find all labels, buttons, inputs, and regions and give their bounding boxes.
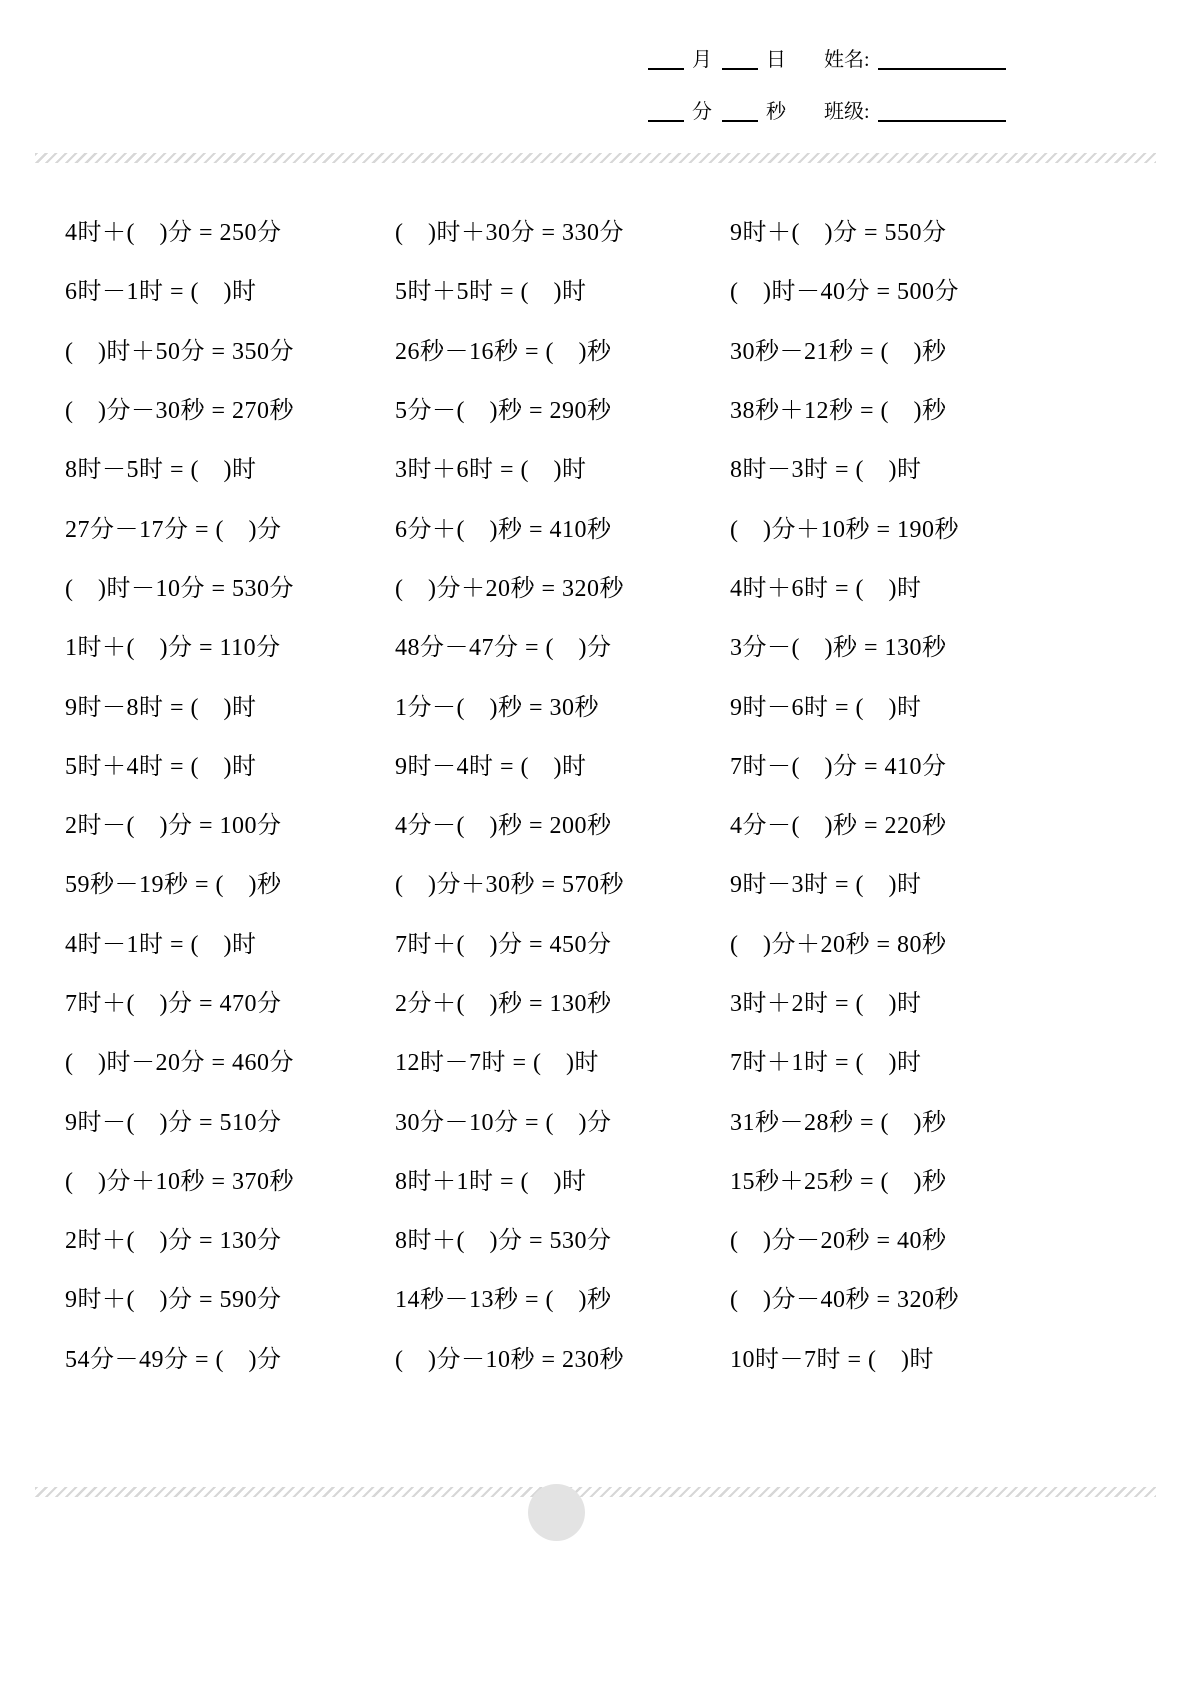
problem: ( )时－20分 = 460分	[65, 1050, 295, 1077]
problem: 4时－1时 = ( )时	[65, 931, 257, 958]
problem: 4时＋6时 = ( )时	[730, 575, 922, 602]
problems-column-right	[730, 200, 1160, 1386]
problem: ( )分＋10秒 = 190秒	[730, 516, 960, 543]
problem: 4分－( )秒 = 220秒	[730, 813, 947, 840]
problem: 2分＋( )秒 = 130秒	[395, 991, 612, 1017]
problem: 9时－8时 = ( )时	[65, 694, 257, 721]
problem: ( )分＋20秒 = 80秒	[730, 931, 947, 958]
problem: 10时－7时 = ( )时	[730, 1346, 935, 1373]
class-label: 班级:	[824, 101, 870, 123]
problem: 3分－( )秒 = 130秒	[730, 635, 947, 662]
problem: 9时－3时 = ( )时	[730, 872, 922, 899]
problem: 8时＋( )分 = 530分	[395, 1228, 612, 1255]
minute-label: 分	[692, 101, 712, 123]
problem: 3时＋6时 = ( )时	[395, 457, 587, 484]
problem: 7时＋( )分 = 450分	[395, 931, 612, 958]
problem: 9时－6时 = ( )时	[730, 694, 922, 721]
month-blank	[648, 46, 684, 70]
problem: 6时－1时 = ( )时	[65, 279, 257, 306]
problem: ( )分＋20秒 = 320秒	[395, 575, 625, 602]
problem: ( )分－40秒 = 320秒	[730, 1287, 960, 1314]
divider-top	[35, 153, 1156, 163]
problem: 7时－( )分 = 410分	[730, 753, 947, 780]
problem: 15秒＋25秒 = ( )秒	[730, 1168, 947, 1195]
problem: 9时－4时 = ( )时	[395, 753, 587, 780]
header-date-line	[648, 42, 1048, 72]
problem: 9时＋( )分 = 550分	[730, 220, 947, 247]
name-label: 姓名:	[824, 49, 870, 71]
problem: ( )时＋30分 = 330分	[395, 220, 625, 247]
problem: ( )分－20秒 = 40秒	[730, 1228, 947, 1255]
problem: 30分－10分 = ( )分	[395, 1109, 612, 1136]
problem: 54分－49分 = ( )分	[65, 1346, 282, 1373]
problem: 4分－( )秒 = 200秒	[395, 813, 612, 840]
problem: 30秒－21秒 = ( )秒	[730, 338, 947, 365]
problem: 27分－17分 = ( )分	[65, 516, 282, 543]
minute-blank	[648, 98, 684, 122]
header-time-line	[648, 94, 1048, 124]
class-blank	[878, 98, 1006, 122]
problem: 14秒－13秒 = ( )秒	[395, 1287, 612, 1314]
problem: 5时＋4时 = ( )时	[65, 753, 257, 780]
problem: ( )分－10秒 = 230秒	[395, 1346, 625, 1373]
problem: 6分＋( )秒 = 410秒	[395, 516, 612, 543]
second-label: 秒	[766, 101, 786, 123]
problem: 48分－47分 = ( )分	[395, 635, 612, 662]
problem: 26秒－16秒 = ( )秒	[395, 338, 612, 365]
day-blank	[722, 46, 758, 70]
problem: ( )时＋50分 = 350分	[65, 338, 295, 365]
problem: 1分－( )秒 = 30秒	[395, 694, 600, 721]
problem: 5时＋5时 = ( )时	[395, 279, 587, 306]
month-label: 月	[692, 49, 712, 71]
problem: ( )分＋30秒 = 570秒	[395, 872, 625, 899]
problem: 31秒－28秒 = ( )秒	[730, 1109, 947, 1136]
problem: ( )分＋10秒 = 370秒	[65, 1168, 295, 1195]
problem: 8时＋1时 = ( )时	[395, 1168, 587, 1195]
problem: ( )时－10分 = 530分	[65, 575, 295, 602]
problem: 8时－5时 = ( )时	[65, 457, 257, 484]
problem: 5分－( )秒 = 290秒	[395, 398, 612, 425]
second-blank	[722, 98, 758, 122]
day-label: 日	[766, 49, 786, 71]
problem: 4时＋( )分 = 250分	[65, 220, 282, 247]
problem: 7时＋( )分 = 470分	[65, 991, 282, 1017]
problem: ( )分－30秒 = 270秒	[65, 398, 295, 425]
header	[648, 42, 1048, 146]
problem: 38秒＋12秒 = ( )秒	[730, 398, 947, 425]
problem: 2时－( )分 = 100分	[65, 813, 282, 840]
problem: 9时＋( )分 = 590分	[65, 1287, 282, 1314]
divider-bottom	[35, 1487, 1156, 1497]
problem: 12时－7时 = ( )时	[395, 1050, 600, 1077]
problem: 2时＋( )分 = 130分	[65, 1228, 282, 1255]
problems-column-left	[65, 200, 395, 1386]
problem: 59秒－19秒 = ( )秒	[65, 872, 282, 899]
problem: 7时＋1时 = ( )时	[730, 1050, 922, 1077]
problem: 9时－( )分 = 510分	[65, 1109, 282, 1136]
name-blank	[878, 46, 1006, 70]
problem: 1时＋( )分 = 110分	[65, 635, 281, 662]
problems-column-middle	[395, 200, 730, 1386]
problem: ( )时－40分 = 500分	[730, 279, 960, 306]
problem: 3时＋2时 = ( )时	[730, 991, 922, 1017]
problem: 8时－3时 = ( )时	[730, 457, 922, 484]
page-number-circle	[528, 1484, 585, 1541]
problems-grid	[65, 200, 1160, 1386]
